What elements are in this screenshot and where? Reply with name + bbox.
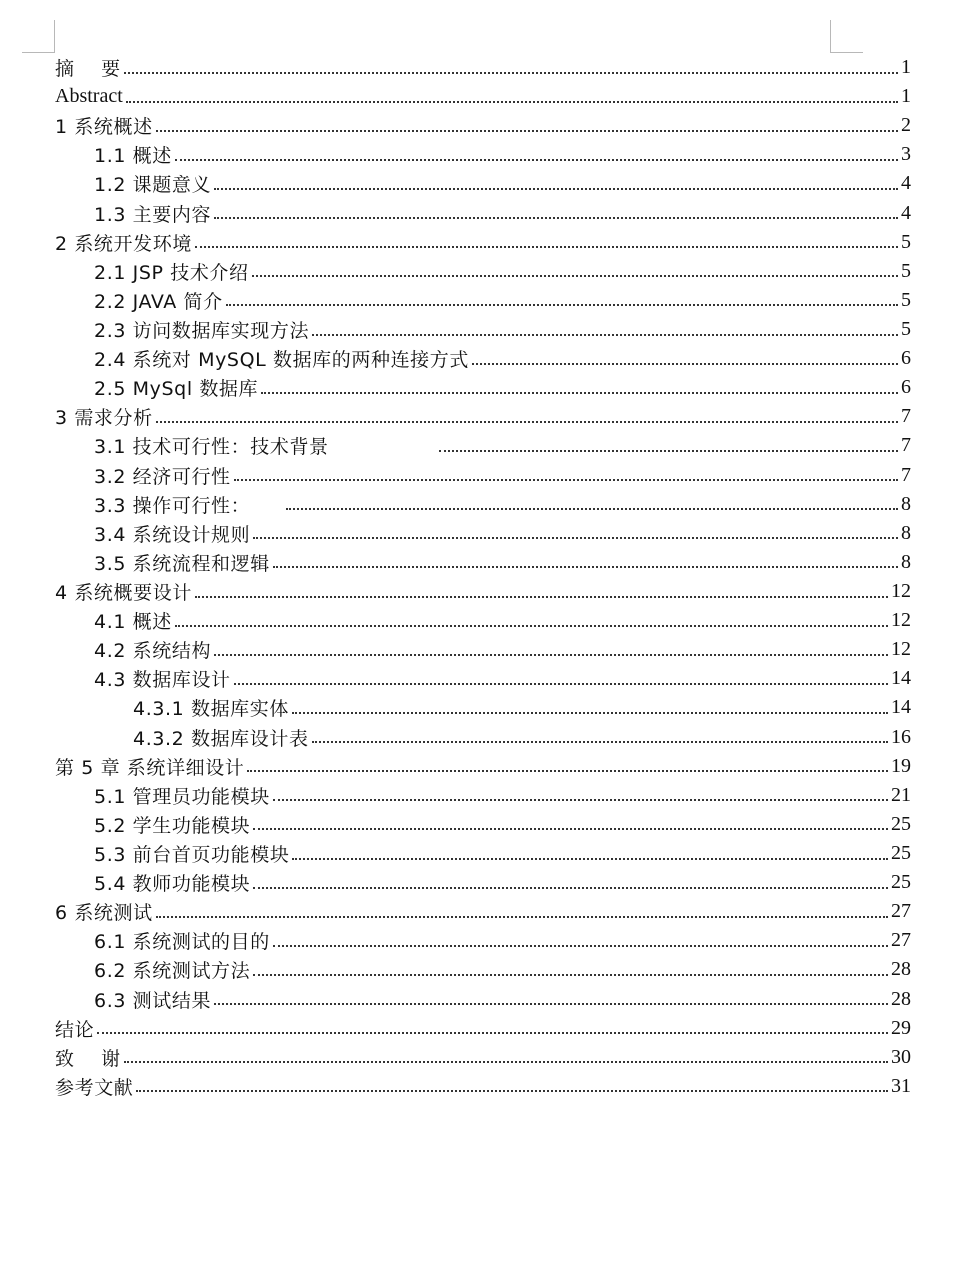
- toc-entry-conclusion[interactable]: [0, 1014, 966, 1043]
- dot-leader: [124, 72, 898, 74]
- dot-leader: [312, 741, 888, 743]
- dot-leader: [195, 596, 888, 598]
- toc-entry-title: 5.4 教师功能模块: [94, 873, 251, 896]
- toc-entry-section-6-3[interactable]: [0, 985, 966, 1014]
- toc-entry-title: 4 系统概要设计: [55, 582, 192, 605]
- toc-entry-section-6-2[interactable]: [0, 955, 966, 984]
- toc-entry-page: 7: [901, 434, 911, 457]
- toc-entry-section-4-1[interactable]: [0, 606, 966, 635]
- toc-entry-page: 8: [901, 492, 911, 515]
- toc-entry-page: 6: [901, 376, 911, 399]
- toc-entry-page: 7: [901, 463, 911, 486]
- toc-entry-title: 1.2 课题意义: [94, 174, 212, 197]
- toc-entry-section-3-2[interactable]: [0, 461, 966, 490]
- toc-entry-page: 28: [891, 987, 911, 1010]
- dot-leader: [214, 188, 898, 190]
- toc-entry-section-1-2[interactable]: [0, 169, 966, 198]
- toc-entry-title: 6.1 系统测试的目的: [94, 931, 270, 954]
- toc-entry-title: 3.2 经济可行性: [94, 465, 231, 488]
- dot-leader: [156, 421, 898, 423]
- toc-entry-title: 4.1 概述: [94, 611, 172, 634]
- toc-entry-title: 2.5 MySql 数据库: [94, 378, 259, 401]
- toc-entry-page: 12: [891, 638, 911, 661]
- toc-entry-title: 6 系统测试: [55, 902, 153, 925]
- dot-leader: [226, 304, 898, 306]
- dot-leader: [136, 1090, 888, 1092]
- toc-entry-page: 5: [901, 318, 911, 341]
- dot-leader: [124, 1061, 888, 1063]
- toc-entry-section-4-3[interactable]: [0, 664, 966, 693]
- toc-entry-section-3-4[interactable]: [0, 519, 966, 548]
- toc-entry-page: 27: [891, 900, 911, 923]
- toc-entry-title: 3.5 系统流程和逻辑: [94, 552, 270, 575]
- toc-entry-title: 3.4 系统设计规则: [94, 523, 251, 546]
- toc-entry-title: 5.1 管理员功能模块: [94, 785, 270, 808]
- toc-entry-title: 5.3 前台首页功能模块: [94, 844, 290, 866]
- toc-entry-title: 2.1 JSP 技术介绍: [94, 261, 249, 284]
- toc-entry-title: 2.3 访问数据库实现方法: [94, 320, 310, 343]
- dot-leader: [126, 101, 898, 103]
- toc-entry-chapter-5[interactable]: [0, 752, 966, 781]
- dot-leader: [253, 828, 888, 830]
- toc-entry-page: 1: [901, 56, 911, 79]
- toc-entry-chapter-3[interactable]: [0, 402, 966, 431]
- toc-entry-chapter-6[interactable]: [0, 897, 966, 926]
- toc-entry-title: 6.2 系统测试方法: [94, 960, 251, 983]
- dot-leader: [292, 858, 888, 860]
- dot-leader: [439, 450, 898, 452]
- dot-leader: [214, 217, 898, 219]
- toc-entry-abstract-cn[interactable]: [0, 53, 966, 82]
- toc-entry-title: 致 谢: [55, 1047, 121, 1070]
- toc-entry-section-1-3[interactable]: [0, 199, 966, 228]
- toc-entry-title: 2.2 JAVA 简介: [94, 290, 223, 313]
- toc-entry-title: 6.3 测试结果: [94, 989, 212, 1012]
- dot-leader: [253, 537, 898, 539]
- toc-entry-title: 3.3 操作可行性：: [94, 494, 251, 517]
- toc-entry-chapter-2[interactable]: [0, 228, 966, 257]
- toc-entry-abstract-en[interactable]: [0, 82, 966, 111]
- toc-entry-title: 4.3.1 数据库实体: [133, 698, 289, 721]
- toc-entry-page: 5: [901, 230, 911, 253]
- toc-entry-page: 1: [901, 85, 911, 108]
- toc-entry-section-5-4[interactable]: [0, 868, 966, 897]
- toc-entry-title: Abstract: [55, 85, 123, 108]
- toc-entry-section-3-3[interactable]: [0, 490, 966, 519]
- toc-entry-section-4-3-1[interactable]: [0, 693, 966, 722]
- dot-leader: [273, 945, 888, 947]
- toc-entry-page: 19: [891, 754, 911, 777]
- toc-entry-page: 30: [891, 1045, 911, 1068]
- dot-leader: [273, 799, 888, 801]
- toc-entry-title: 结论: [55, 1018, 95, 1041]
- toc-entry-page: 12: [891, 580, 911, 603]
- dot-leader: [252, 275, 898, 277]
- toc-entry-section-1-1[interactable]: [0, 140, 966, 169]
- dot-leader: [234, 683, 888, 685]
- toc-entry-page: 27: [891, 929, 911, 952]
- toc-entry-section-5-1[interactable]: [0, 781, 966, 810]
- toc-entry-page: 8: [901, 550, 911, 573]
- toc-entry-page: 7: [901, 405, 911, 428]
- left-margin-corner-mark: [22, 20, 55, 53]
- dot-leader: [472, 363, 898, 365]
- toc-entry-page: 3: [901, 143, 911, 166]
- dot-leader: [286, 508, 898, 510]
- toc-entry-title: 2 系统开发环境: [55, 232, 192, 255]
- toc-entry-title: 1.3 主要内容: [94, 203, 212, 226]
- toc-entry-title: 4.3 数据库设计: [94, 669, 231, 692]
- toc-entry-title: 第 5 章 系统详细设计: [55, 756, 245, 779]
- toc-entry-page: 5: [901, 288, 911, 311]
- dot-leader: [156, 916, 888, 918]
- dot-leader: [97, 1032, 888, 1034]
- dot-leader: [175, 625, 888, 627]
- toc-entry-section-2-2[interactable]: [0, 286, 966, 315]
- dot-leader: [175, 159, 898, 161]
- toc-entry-page: 4: [901, 201, 911, 224]
- toc-entry-title: 3 需求分析: [55, 407, 153, 430]
- dot-leader: [214, 1003, 888, 1005]
- dot-leader: [292, 712, 888, 714]
- toc-entry-page: 8: [901, 521, 911, 544]
- toc-entry-section-2-5[interactable]: [0, 373, 966, 402]
- toc-entry-references[interactable]: [0, 1072, 966, 1101]
- toc-entry-page: 12: [891, 609, 911, 632]
- toc-entry-page: 25: [891, 842, 911, 864]
- toc-entry-title: 1.1 概述: [94, 145, 172, 168]
- toc-entry-title: 4.2 系统结构: [94, 640, 212, 663]
- toc-entry-acknowledgements[interactable]: [0, 1043, 966, 1072]
- toc-entry-page: 31: [891, 1074, 911, 1097]
- dot-leader: [261, 392, 898, 394]
- toc-entry-title: 5.2 学生功能模块: [94, 814, 251, 837]
- toc-entry-section-2-4[interactable]: [0, 344, 966, 373]
- dot-leader: [312, 334, 898, 336]
- toc-entry-section-4-2[interactable]: [0, 635, 966, 664]
- dot-leader: [234, 479, 898, 481]
- toc-entry-chapter-1[interactable]: [0, 111, 966, 140]
- dot-leader: [253, 887, 888, 889]
- toc-entry-title: 4.3.2 数据库设计表: [133, 727, 309, 750]
- toc-entry-section-3-1[interactable]: [0, 431, 966, 460]
- toc-entry-page: 14: [891, 667, 911, 690]
- dot-leader: [156, 130, 898, 132]
- toc-entry-page: 25: [891, 871, 911, 894]
- toc-entry-page: 16: [891, 725, 911, 748]
- toc-entry-title: 摘 要: [55, 58, 121, 81]
- dot-leader: [214, 654, 888, 656]
- toc-entry-page: 5: [901, 259, 911, 282]
- toc-entry-section-5-2[interactable]: [0, 810, 966, 839]
- toc-entry-chapter-4[interactable]: [0, 577, 966, 606]
- toc-entry-page: 6: [901, 347, 911, 370]
- toc-entry-section-4-3-2[interactable]: [0, 723, 966, 752]
- right-margin-corner-mark: [830, 20, 863, 53]
- toc-entry-page: 21: [891, 783, 911, 806]
- toc-entry-page: 29: [891, 1016, 911, 1039]
- toc-entry-page: 28: [891, 958, 911, 981]
- toc-entry-title: 2.4 系统对 MySQL 数据库的两种连接方式: [94, 349, 469, 372]
- toc-entry-title: 1 系统概述: [55, 116, 153, 139]
- toc-entry-section-2-3[interactable]: [0, 315, 966, 344]
- toc-entry-section-2-1[interactable]: [0, 257, 966, 286]
- dot-leader: [195, 246, 898, 248]
- toc-entry-page: 25: [891, 812, 911, 835]
- dot-leader: [253, 974, 888, 976]
- toc-entry-page: 2: [901, 114, 911, 137]
- dot-leader: [273, 566, 898, 568]
- toc-entry-page: 4: [901, 172, 911, 195]
- toc-entry-section-5-3[interactable]: [0, 839, 966, 868]
- toc-entry-section-3-5[interactable]: [0, 548, 966, 577]
- toc-entry-section-6-1[interactable]: [0, 926, 966, 955]
- dot-leader: [247, 770, 888, 772]
- toc-entry-title: 3.1 技术可行性：技术背景: [94, 436, 329, 459]
- toc-entry-title: 参考文献: [55, 1076, 134, 1099]
- table-of-contents: [0, 53, 966, 1101]
- toc-entry-page: 14: [891, 696, 911, 719]
